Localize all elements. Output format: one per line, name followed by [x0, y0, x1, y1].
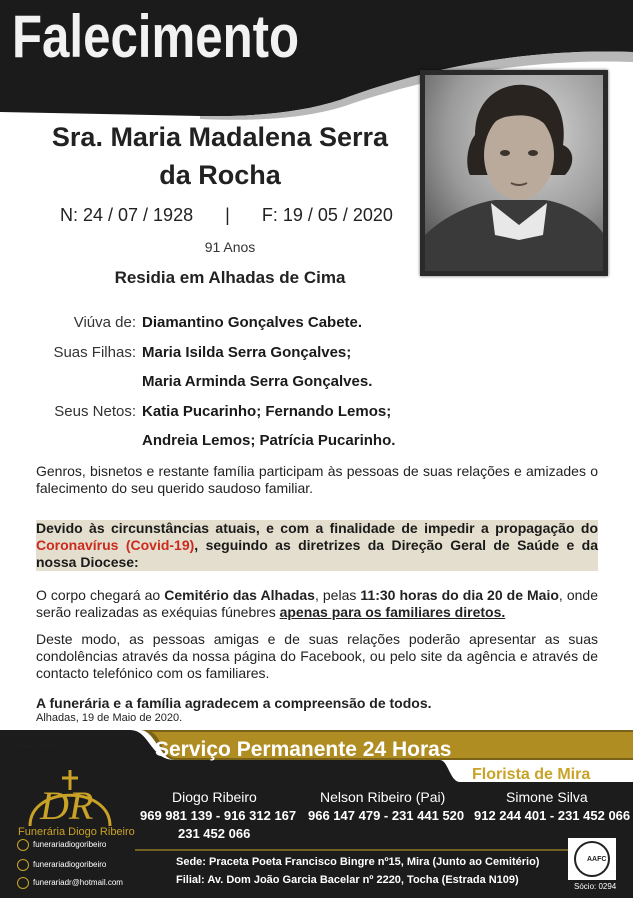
instagram-handle: funerariadiogoribeiro: [33, 860, 107, 870]
ceremony-text-a: O corpo chegará ao: [36, 587, 165, 603]
social-email[interactable]: [17, 877, 123, 889]
thanks-line: A funerária e a família agradecem a compreensão de todos.: [36, 695, 432, 711]
date-separator: |: [225, 205, 230, 225]
deceased-name-line1: Sra. Maria Madalena Serra: [51, 122, 389, 152]
family-label-grandchildren: Seus Netos:: [54, 403, 136, 420]
deceased-photo: [420, 70, 608, 276]
ceremony-text-e: , onde serão realizadas as exéquias fúnebres: [36, 587, 598, 620]
contact-phone-2: 966 147 479 - 231 441 520: [308, 808, 465, 823]
dates-line: [60, 205, 393, 226]
email-icon: [17, 877, 29, 889]
socio-number: Sócio: 0294: [574, 882, 617, 891]
logo-initials: DR: [40, 783, 94, 828]
instagram-icon: [17, 859, 29, 871]
social-facebook[interactable]: [17, 839, 106, 851]
logo-name: Funerária Diogo Ribeiro: [18, 826, 135, 838]
address-sede: Sede: Praceta Poeta Francisco Bingre nº15, Mira (Junto ao Cemitério): [176, 856, 540, 868]
ceremony-text-c: , pelas: [314, 587, 361, 603]
deceased-name-line2: da Rocha: [159, 160, 281, 190]
contact-phone-3: 912 244 401 - 231 452 066: [474, 808, 631, 823]
contact-name-2: Nelson Ribeiro (Pai): [320, 789, 446, 805]
facebook-icon: [17, 839, 29, 851]
dgae-number: DGAE - 2841: [18, 744, 54, 750]
contact-name-1: Diogo Ribeiro: [172, 789, 257, 805]
page-title: Falecimento: [12, 3, 300, 70]
social-instagram[interactable]: [17, 859, 106, 871]
contact-phone-1: 969 981 139 - 916 312 167: [140, 808, 297, 823]
birth-date: N: 24 / 07 / 1928: [60, 205, 194, 225]
ceremony-restriction: apenas para os familiares diretos.: [279, 604, 506, 620]
cemetery-name: Cemitério das Alhadas: [164, 587, 315, 603]
family-value-grandchildren-2: Andreia Lemos; Patrícia Pucarinho.: [142, 432, 396, 449]
family-value-daughter-2: Maria Arminda Serra Gonçalves.: [142, 373, 373, 390]
address-filial: Filial: Av. Dom João Garcia Bacelar nº 2220, Tocha (Estrada N109): [176, 874, 519, 886]
place-date: Alhadas, 19 de Maio de 2020.: [36, 712, 183, 724]
covid-text-2: , seguindo as diretrizes da Direção Geral de Saúde e da nossa Diocese:: [36, 537, 598, 570]
residence: Residia em Alhadas de Cima: [114, 268, 346, 287]
age: 91 Anos: [204, 239, 256, 255]
covid-notice: [36, 520, 598, 571]
intro-paragraph: Genros, bisnetos e restante família participam às pessoas de suas relações e amizades o falecimento do seu querido saudoso familiar.: [36, 463, 598, 496]
service-banner: Serviço Permanente 24 Horas: [155, 738, 452, 761]
ceremony-paragraph: [36, 587, 598, 621]
contact-phone-1b: 231 452 066: [178, 826, 251, 841]
death-date: F: 19 / 05 / 2020: [261, 205, 393, 225]
ceremony-time: 11:30 horas do dia 20 de Maio: [360, 587, 559, 603]
portrait-image: [425, 75, 603, 271]
family-label-daughters: Suas Filhas:: [53, 344, 136, 361]
email-address: funerariadr@hotmail.com: [33, 878, 123, 888]
family-value-daughter-1: Maria Isilda Serra Gonçalves;: [142, 344, 352, 361]
family-label-widow: Viúva de:: [73, 314, 136, 331]
facebook-handle: funerariadiogoribeiro: [33, 840, 107, 850]
covid-text-1: Devido às circunstâncias atuais, e com a finalidade de impedir a propagação do: [36, 520, 598, 536]
covid-highlight: Coronavírus (Covid-19): [36, 537, 195, 553]
florista-name: Florista de Mira: [472, 766, 591, 783]
contact-name-3: Simone Silva: [506, 789, 588, 805]
family-value-grandchildren-1: Katia Pucarinho; Fernando Lemos;: [142, 403, 392, 420]
association-logo: AAFC: [587, 856, 607, 863]
condolences-paragraph: Deste modo, as pessoas amigas e de suas relações poderão apresentar as suas condolências através da nossa página do Facebook, ou pelo site da agência e através de contacto telefónico com os familiares.: [36, 631, 598, 681]
family-value-widow: Diamantino Gonçalves Cabete.: [142, 314, 363, 331]
